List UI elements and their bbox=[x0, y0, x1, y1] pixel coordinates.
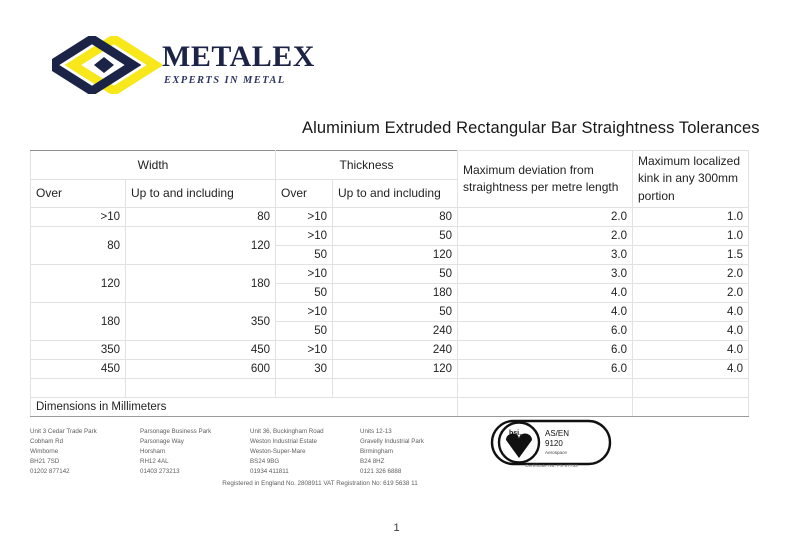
header-max-deviation: Maximum deviation from straightness per metre length bbox=[458, 151, 633, 208]
address-block bbox=[250, 427, 360, 477]
cell-max-deviation: 6.0 bbox=[458, 322, 633, 341]
cell-thickness-upto: 120 bbox=[333, 360, 458, 379]
address-line: 01934 411811 bbox=[250, 468, 289, 476]
cell-max-deviation: 2.0 bbox=[458, 227, 633, 246]
brand-tagline: EXPERTS IN METAL bbox=[164, 75, 286, 86]
company-registration-text: Registered in England No. 2808911 VAT Registration No: 619 5638 11 bbox=[222, 480, 418, 487]
table-head bbox=[31, 151, 749, 208]
cell-thickness-upto: 120 bbox=[333, 246, 458, 265]
cell-width-over: 450 bbox=[31, 360, 126, 379]
cell-max-kink: 4.0 bbox=[633, 303, 749, 322]
cell-thickness-over: >10 bbox=[276, 265, 333, 284]
brand-wordmark bbox=[162, 42, 352, 86]
address-line: Parsonage Way bbox=[140, 438, 184, 446]
cell-thickness-over: 50 bbox=[276, 284, 333, 303]
cell-width-over: 120 bbox=[31, 265, 126, 303]
straightness-tolerance-table bbox=[30, 150, 749, 417]
cell-thickness-over: >10 bbox=[276, 303, 333, 322]
cell-max-deviation: 4.0 bbox=[458, 284, 633, 303]
address-block bbox=[360, 427, 470, 477]
bsi-certification-badge bbox=[489, 418, 614, 478]
cell-thickness-over: >10 bbox=[276, 208, 333, 227]
table-row bbox=[31, 265, 749, 284]
cell-max-kink: 4.0 bbox=[633, 360, 749, 379]
table-row bbox=[31, 208, 749, 227]
page-number: 1 bbox=[393, 522, 400, 534]
address-line: BS24 9BG bbox=[250, 458, 280, 466]
cell-width-upto: 180 bbox=[126, 265, 276, 303]
address-block bbox=[140, 427, 250, 477]
table-row bbox=[31, 341, 749, 360]
table-row bbox=[31, 227, 749, 246]
cell-width-over: 350 bbox=[31, 341, 126, 360]
header-width-group: Width bbox=[31, 151, 276, 180]
cell-width-upto: 80 bbox=[126, 208, 276, 227]
cell-max-deviation: 6.0 bbox=[458, 341, 633, 360]
address-line: 01202 877142 bbox=[30, 468, 70, 476]
note-blank-cell bbox=[458, 398, 633, 417]
spacer-cell bbox=[458, 379, 633, 398]
cell-max-kink: 1.5 bbox=[633, 246, 749, 265]
address-line: Horsham bbox=[140, 448, 166, 456]
header-thickness-group: Thickness bbox=[276, 151, 458, 180]
cell-max-deviation: 2.0 bbox=[458, 208, 633, 227]
spacer-cell bbox=[333, 379, 458, 398]
address-line: RH12 4AL bbox=[140, 458, 169, 466]
footer-addresses bbox=[30, 427, 470, 477]
cell-width-upto: 450 bbox=[126, 341, 276, 360]
address-line: Birmingham bbox=[360, 448, 394, 456]
header-thickness-over: Over bbox=[276, 179, 333, 208]
cell-thickness-over: 50 bbox=[276, 322, 333, 341]
table-foot bbox=[31, 379, 749, 417]
svg-text:9120: 9120 bbox=[545, 439, 563, 448]
cell-thickness-over: 30 bbox=[276, 360, 333, 379]
cell-width-over: 80 bbox=[31, 227, 126, 265]
metalex-diamond-mark-icon bbox=[52, 36, 162, 94]
address-block bbox=[30, 427, 140, 477]
cell-width-over: >10 bbox=[31, 208, 126, 227]
cell-max-kink: 1.0 bbox=[633, 208, 749, 227]
svg-text:AS/EN: AS/EN bbox=[545, 429, 570, 438]
header-max-kink: Maximum localized kink in any 300mm portion bbox=[633, 151, 749, 208]
spacer-cell bbox=[126, 379, 276, 398]
svg-text:bsi.: bsi. bbox=[508, 430, 522, 437]
spacer-cell bbox=[633, 379, 749, 398]
table-row bbox=[31, 360, 749, 379]
table-spacer-row bbox=[31, 379, 749, 398]
cell-thickness-upto: 240 bbox=[333, 322, 458, 341]
table-body bbox=[31, 208, 749, 379]
company-logo bbox=[52, 36, 352, 96]
spacer-cell bbox=[31, 379, 126, 398]
header-thickness-upto: Up to and including bbox=[333, 179, 458, 208]
cell-max-kink: 2.0 bbox=[633, 265, 749, 284]
address-line: Wimborne bbox=[30, 448, 59, 456]
page-title: Aluminium Extruded Rectangular Bar Straightness Tolerances bbox=[302, 119, 760, 137]
address-line: B24 8HZ bbox=[360, 458, 385, 466]
header-width-upto: Up to and including bbox=[126, 179, 276, 208]
cell-max-kink: 4.0 bbox=[633, 341, 749, 360]
cell-thickness-over: >10 bbox=[276, 341, 333, 360]
cell-width-over: 180 bbox=[31, 303, 126, 341]
cell-max-kink: 4.0 bbox=[633, 322, 749, 341]
cell-max-deviation: 3.0 bbox=[458, 265, 633, 284]
cell-thickness-upto: 50 bbox=[333, 265, 458, 284]
cell-width-upto: 120 bbox=[126, 227, 276, 265]
cell-thickness-over: >10 bbox=[276, 227, 333, 246]
cell-max-deviation: 3.0 bbox=[458, 246, 633, 265]
address-line: Weston Industrial Estate bbox=[250, 438, 317, 446]
address-line: Unit 36, Buckingham Road bbox=[250, 428, 324, 435]
address-line: 01403 273213 bbox=[140, 468, 180, 476]
cell-width-upto: 600 bbox=[126, 360, 276, 379]
dimensions-note: Dimensions in Millimeters bbox=[31, 398, 458, 417]
address-line: Gravelly Industrial Park bbox=[360, 438, 424, 446]
cell-max-deviation: 6.0 bbox=[458, 360, 633, 379]
brand-name: METALEX bbox=[162, 40, 315, 73]
address-line: Weston-Super-Mare bbox=[250, 448, 306, 456]
spacer-cell bbox=[276, 379, 333, 398]
note-blank-cell bbox=[633, 398, 749, 417]
address-line: 0121 326 6888 bbox=[360, 468, 402, 476]
cell-max-deviation: 4.0 bbox=[458, 303, 633, 322]
cell-thickness-upto: 80 bbox=[333, 208, 458, 227]
bsi-certificate-number: Certificate No. FS 87733 bbox=[525, 463, 578, 468]
table-note-row bbox=[31, 398, 749, 417]
cell-max-kink: 2.0 bbox=[633, 284, 749, 303]
cell-thickness-over: 50 bbox=[276, 246, 333, 265]
table-row bbox=[31, 303, 749, 322]
header-width-over: Over bbox=[31, 179, 126, 208]
address-line: Unit 3 Cedar Trade Park bbox=[30, 428, 97, 435]
cell-thickness-upto: 50 bbox=[333, 227, 458, 246]
address-line: Cobham Rd bbox=[30, 438, 64, 446]
address-line: BH21 7SD bbox=[30, 458, 60, 466]
cell-thickness-upto: 180 bbox=[333, 284, 458, 303]
cell-max-kink: 1.0 bbox=[633, 227, 749, 246]
cell-thickness-upto: 240 bbox=[333, 341, 458, 360]
address-line: Units 12-13 bbox=[360, 428, 392, 435]
svg-text:Aerospace: Aerospace bbox=[545, 450, 567, 455]
table-group-header-row bbox=[31, 151, 749, 180]
cell-width-upto: 350 bbox=[126, 303, 276, 341]
address-line: Parsonage Business Park bbox=[140, 428, 212, 435]
cell-thickness-upto: 50 bbox=[333, 303, 458, 322]
